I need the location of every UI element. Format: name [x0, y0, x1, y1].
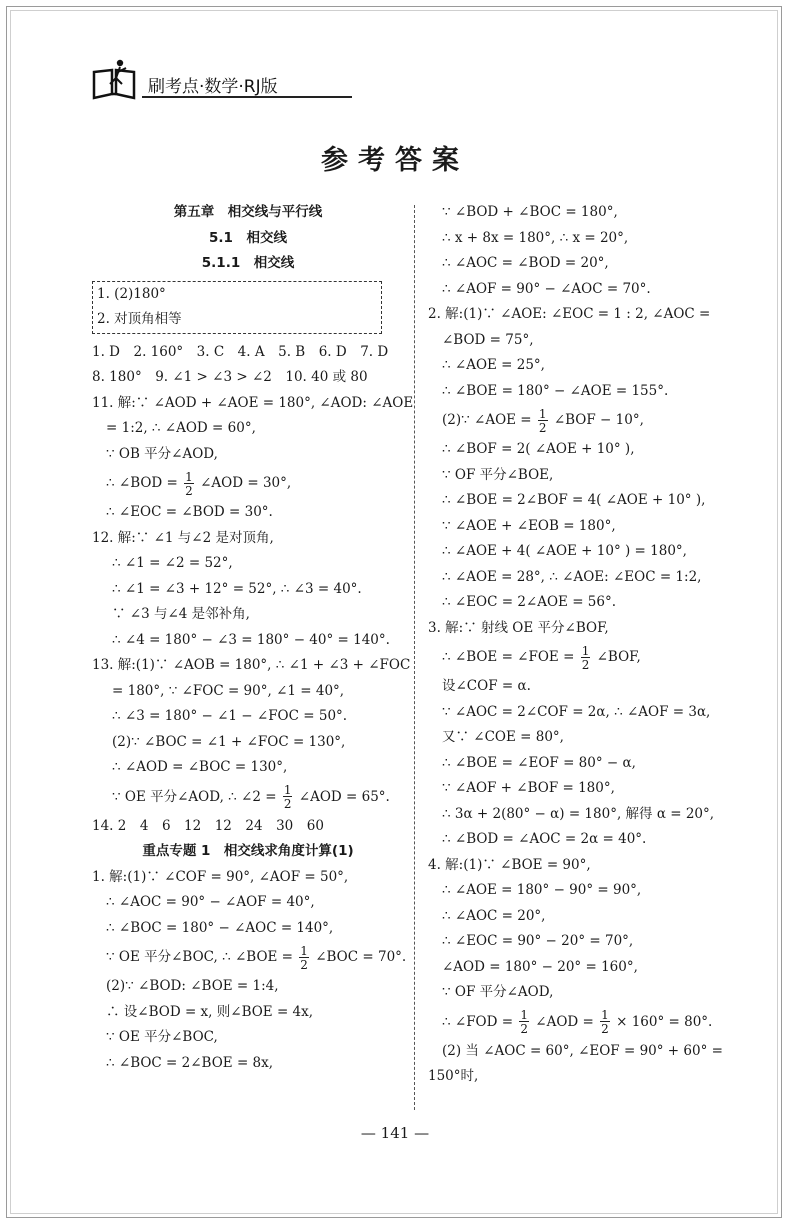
text-part: (2)∵ ∠AOE =	[442, 412, 532, 428]
answer-line: ∴ ∠AOE + 4( ∠AOE + 10° ) = 180°,	[442, 543, 687, 559]
topic-heading: 重点专题 1 相交线求角度计算(1)	[142, 843, 354, 859]
answer-line	[428, 641, 740, 674]
answer-line: ∴ ∠1 = ∠2 = 52°,	[112, 555, 233, 571]
text-part: ∠AOD = 30°,	[200, 475, 292, 491]
text-part: ∵ OE 平分∠BOC, ∴ ∠BOE =	[106, 949, 293, 965]
answer-line: 又∵ ∠COE = 80°,	[442, 729, 564, 745]
page-title: 参考答案	[321, 145, 469, 176]
answer-line: 3. 解:∵ 射线 OE 平分∠BOF,	[428, 619, 609, 636]
text-part: ∠AOD = 65°.	[298, 788, 390, 805]
answer-line: ∴ ∠EOC = ∠BOD = 30°.	[106, 504, 273, 520]
brand-header	[90, 58, 320, 102]
box-line: 2. 对顶角相等	[97, 311, 182, 327]
answer-line: (2)∵ ∠BOC = ∠1 + ∠FOC = 130°,	[112, 733, 346, 750]
text-part: ∴ ∠BOE = ∠FOE =	[442, 649, 575, 665]
answer-line: ∵ ∠BOD + ∠BOC = 180°,	[442, 204, 618, 220]
box-line: 1. (2)180°	[97, 285, 166, 302]
answer-line: ∴ ∠EOC = 90° − 20° = 70°,	[442, 933, 634, 949]
answer-line: ∴ ∠BOD = ∠AOC = 2α = 40°.	[442, 831, 647, 847]
fraction-numerator: 1	[601, 1008, 609, 1022]
fraction	[600, 1009, 610, 1035]
answer-line: ∴ ∠AOC = 20°,	[442, 907, 546, 924]
fraction-denominator: 2	[538, 420, 547, 435]
fraction-denominator: 2	[520, 1022, 528, 1036]
fraction-numerator: 1	[581, 643, 590, 658]
answer-line: 2. 解:(1)∵ ∠AOE: ∠EOC = 1 : 2, ∠AOC =	[428, 306, 711, 322]
answer-line: 1. D 2. 160° 3. C 4. A 5. B 6. D 7. D	[92, 343, 389, 360]
fraction	[519, 1009, 529, 1035]
page-number: — 141 —	[360, 1124, 430, 1142]
text-part: ∴ ∠BOD =	[106, 475, 178, 491]
text-part: ∴ ∠FOD =	[442, 1013, 514, 1030]
answer-line: 12. 解:∵ ∠1 与∠2 是对顶角,	[92, 529, 274, 546]
fraction-numerator: 1	[538, 406, 547, 421]
chapter-heading: 第五章 相交线与平行线	[173, 204, 323, 220]
answer-line	[428, 404, 740, 437]
answer-line	[92, 781, 404, 814]
text-part: ∠BOF,	[596, 649, 641, 665]
answer-box	[92, 281, 382, 334]
answer-line: ∵ OE 平分∠BOC,	[106, 1029, 218, 1045]
answer-line: ∴ ∠4 = 180° − ∠3 = 180° − 40° = 140°.	[112, 631, 390, 648]
fraction-denominator: 2	[300, 957, 308, 972]
answer-line: ∴ ∠AOE = 28°, ∴ ∠AOE: ∠EOC = 1:2,	[442, 568, 702, 585]
answer-line	[428, 1006, 740, 1039]
answer-line: ∴ ∠AOC = 90° − ∠AOF = 40°,	[106, 894, 315, 910]
book-logo-icon	[90, 58, 138, 102]
answer-line: ∴ ∠BOC = 180° − ∠AOC = 140°,	[106, 919, 334, 936]
answer-line: ∴ ∠AOC = ∠BOD = 20°,	[442, 255, 609, 271]
answer-line: 设∠COF = α.	[442, 678, 531, 694]
answer-line	[92, 467, 404, 500]
column-divider	[414, 205, 415, 1110]
answer-line: ∵ OB 平分∠AOD,	[106, 445, 218, 462]
fraction	[581, 645, 591, 671]
answer-line: ∴ ∠AOE = 180° − 90° = 90°,	[442, 882, 642, 898]
brand-title: 刷考点·数学·RJ版	[148, 77, 278, 97]
fraction	[184, 471, 194, 497]
answer-line: ∠BOD = 75°,	[442, 331, 534, 348]
fraction-numerator: 1	[185, 469, 193, 484]
answer-line: ∠AOD = 180° − 20° = 160°,	[442, 958, 638, 975]
answer-line: = 1:2, ∴ ∠AOD = 60°,	[106, 420, 256, 436]
fraction-denominator: 2	[283, 797, 292, 811]
text-part: × 160° = 80°.	[616, 1013, 713, 1030]
answer-line: ∵ ∠AOE + ∠EOB = 180°,	[442, 517, 616, 534]
text-part: ∠BOF − 10°,	[553, 412, 644, 428]
text-part: ∵ OE 平分∠AOD, ∴ ∠2 =	[112, 788, 277, 805]
answer-line: ∴ ∠BOE = ∠EOF = 80° − α,	[442, 754, 636, 771]
fraction-denominator: 2	[581, 657, 590, 672]
text-part: ∠AOD =	[535, 1013, 594, 1030]
answer-line: ∴ 3α + 2(80° − α) = 180°, 解得 α = 20°,	[442, 805, 715, 822]
text-part: ∠BOC = 70°.	[315, 949, 407, 965]
fraction-numerator: 1	[300, 943, 308, 958]
left-column	[92, 200, 414, 1076]
answer-line: 8. 180° 9. ∠1 > ∠3 > ∠2 10. 40 或 80	[92, 369, 368, 385]
answer-line: ∴ ∠BOE = 2∠BOF = 4( ∠AOE + 10° ),	[442, 492, 706, 508]
answer-line: ∴ ∠AOF = 90° − ∠AOC = 70°.	[442, 280, 651, 297]
answer-line: ∵ OF 平分∠AOD,	[442, 984, 554, 1000]
answer-line: (2) 当 ∠AOC = 60°, ∠EOF = 90° + 60° =	[442, 1042, 723, 1059]
answer-line: ∴ ∠EOC = 2∠AOE = 56°.	[442, 594, 617, 610]
answer-line: ∴ ∠AOD = ∠BOC = 130°,	[112, 759, 288, 775]
answer-line: 1. 解:(1)∵ ∠COF = 90°, ∠AOF = 50°,	[92, 868, 349, 885]
answer-line: 150°时,	[428, 1068, 479, 1084]
answer-line: ∴ ∠BOC = 2∠BOE = 8x,	[106, 1054, 274, 1071]
answer-line: ∵ ∠AOC = 2∠COF = 2α, ∴ ∠AOF = 3α,	[442, 703, 711, 720]
answer-line: ∵ OF 平分∠BOE,	[442, 466, 554, 483]
fraction	[538, 408, 548, 434]
answer-line: ∴ ∠BOE = 180° − ∠AOE = 155°.	[442, 382, 669, 399]
answer-line: ∴ ∠BOF = 2( ∠AOE + 10° ),	[442, 441, 635, 457]
fraction-numerator: 1	[520, 1008, 528, 1022]
answer-line: ∴ 设∠BOD = x, 则∠BOE = 4x,	[106, 1003, 314, 1020]
fraction	[283, 784, 293, 810]
answer-line: ∴ ∠3 = 180° − ∠1 − ∠FOC = 50°.	[112, 708, 348, 724]
fraction-denominator: 2	[601, 1022, 609, 1036]
answer-line: 4. 解:(1)∵ ∠BOE = 90°,	[428, 856, 591, 873]
brand-underline	[142, 96, 352, 98]
answer-line: 14. 2 4 6 12 12 24 30 60	[92, 817, 324, 834]
subsection-heading: 5.1.1 相交线	[201, 255, 295, 271]
answer-line: ∴ ∠AOE = 25°,	[442, 357, 545, 373]
answer-line: ∴ x + 8x = 180°, ∴ x = 20°,	[442, 229, 629, 246]
answer-line: ∵ ∠3 与∠4 是邻补角,	[112, 606, 250, 622]
fraction-numerator: 1	[283, 783, 292, 797]
answer-line: = 180°, ∵ ∠FOC = 90°, ∠1 = 40°,	[112, 682, 345, 699]
answer-line: 11. 解:∵ ∠AOD + ∠AOE = 180°, ∠AOD: ∠AOE	[92, 394, 414, 411]
right-column	[428, 200, 740, 1090]
section-heading: 5.1 相交线	[209, 229, 287, 246]
fraction	[299, 945, 309, 971]
answer-line: 13. 解:(1)∵ ∠AOB = 180°, ∴ ∠1 + ∠3 + ∠FOC	[92, 657, 411, 673]
answer-line	[92, 941, 407, 974]
answer-line: ∴ ∠1 = ∠3 + 12° = 52°, ∴ ∠3 = 40°.	[112, 580, 362, 597]
answer-line: ∵ ∠AOF + ∠BOF = 180°,	[442, 780, 615, 796]
answer-line: (2)∵ ∠BOD: ∠BOE = 1:4,	[106, 978, 279, 994]
fraction-denominator: 2	[185, 483, 193, 498]
